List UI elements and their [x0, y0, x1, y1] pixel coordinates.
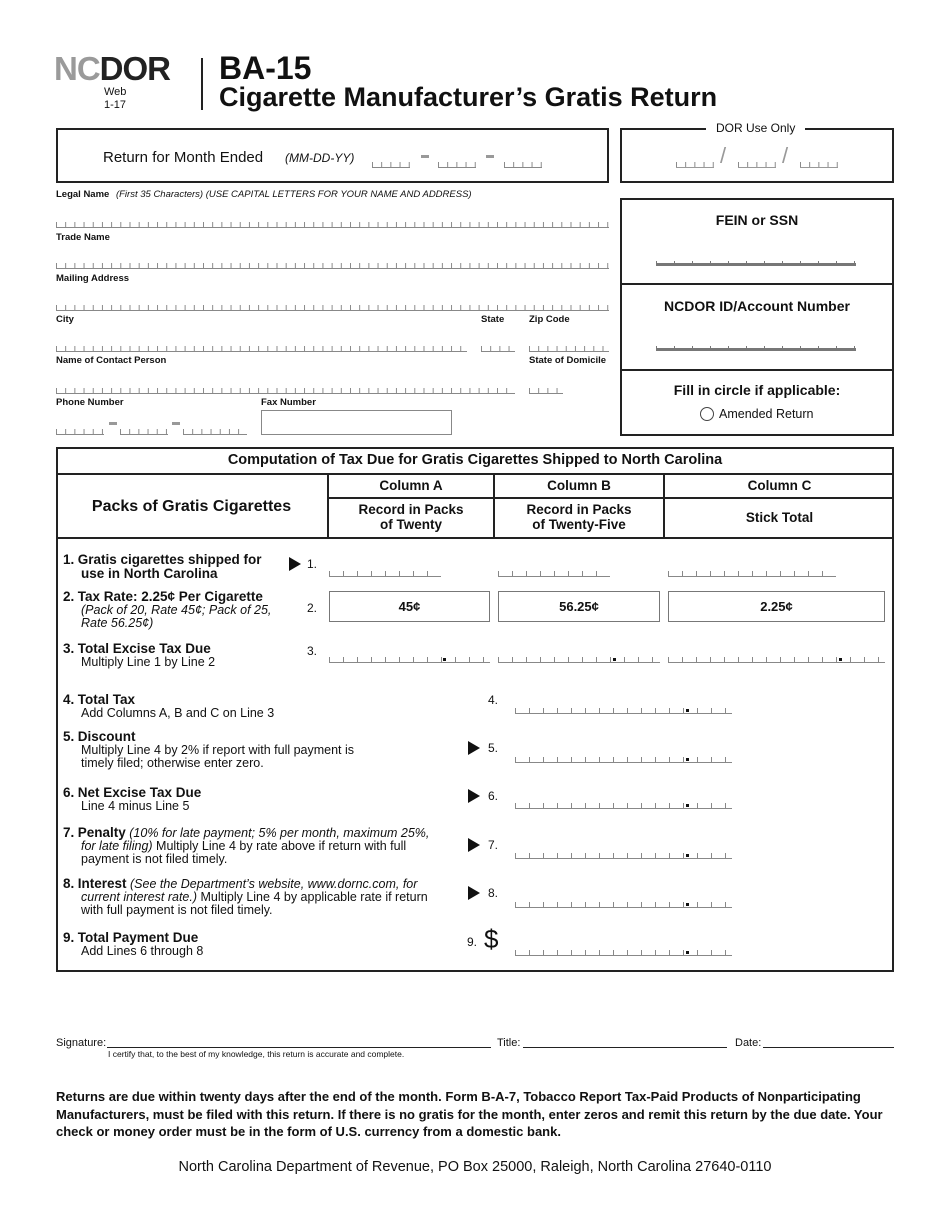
line-7-desc-3: payment is not filed timely.: [81, 852, 228, 866]
fax-label: Fax Number: [261, 397, 316, 408]
city-label: City: [56, 314, 74, 325]
line-1-col-b[interactable]: [498, 571, 610, 577]
line-9-title: Total Payment Due: [77, 930, 199, 945]
certify-text: I certify that, to the best of my knowledge, this return is accurate and complete.: [108, 1049, 405, 1059]
dor-date-3: [800, 162, 838, 168]
legal-name-label-row: [56, 189, 472, 200]
ncdor-id-box: [620, 283, 894, 371]
column-b-name: Column B: [547, 478, 611, 493]
line-3-text: [63, 642, 215, 669]
contact-field[interactable]: [56, 388, 515, 394]
line-2-text: [63, 590, 271, 630]
line-4-title: Total Tax: [77, 692, 136, 707]
line-7-arrow-icon: [468, 838, 480, 852]
line-1-ref: 1.: [307, 557, 318, 571]
line-6-num: 6.: [63, 785, 75, 800]
line-7-desc-2: Multiply Line 4 by rate above if return with full: [152, 839, 407, 853]
period-dash-1: [421, 155, 429, 158]
line-1-col-a[interactable]: [329, 571, 441, 577]
line-4-text: [63, 693, 274, 720]
line-7-ref: 7.: [488, 838, 499, 852]
line-8-decimal: [686, 903, 689, 906]
contact-label: Name of Contact Person: [56, 355, 167, 366]
line-6-title: Net Excise Tax Due: [77, 785, 202, 800]
line-2-title: Tax Rate: 2.25¢ Per Cigarette: [77, 589, 263, 604]
ncdor-id-label: NCDOR ID/Account Number: [664, 298, 850, 314]
line-3-ref: 3.: [307, 644, 318, 658]
line-9-text: [63, 931, 203, 958]
line-7-text: [63, 826, 429, 866]
line-7-title: Penalty: [77, 825, 126, 840]
period-day-field[interactable]: [438, 162, 476, 168]
line-1-col-c[interactable]: [668, 571, 836, 577]
phone-label: Phone Number: [56, 397, 124, 408]
column-b-desc-1: Record in Packs: [526, 502, 632, 517]
rate-col-a: 45¢: [329, 591, 490, 622]
line-3-col-c-decimal: [839, 658, 842, 661]
line-2-desc-2: Rate 56.25¢): [81, 616, 154, 630]
line-3-col-b[interactable]: [498, 657, 660, 663]
logo-dor: DOR: [99, 50, 171, 87]
column-b-desc-2: of Twenty-Five: [532, 517, 626, 532]
mailing-address-label: Mailing Address: [56, 273, 130, 284]
signature-line[interactable]: [107, 1047, 491, 1048]
computation-title: Computation of Tax Due for Gratis Cigarettes Shipped to North Carolina: [227, 452, 723, 468]
line-2-ref: 2.: [307, 601, 318, 615]
line-3-col-a-decimal: [443, 658, 446, 661]
line-8-amount[interactable]: [515, 902, 732, 908]
line-7-desc-2-italic: for late filing): [81, 839, 153, 853]
fax-field[interactable]: [261, 410, 452, 435]
line-8-text: [63, 877, 428, 917]
period-month-field[interactable]: [372, 162, 410, 168]
line-4-desc: Add Columns A, B and C on Line 3: [81, 706, 275, 720]
line-1-title-2: use in North Carolina: [81, 566, 218, 581]
legal-name-hint: (First 35 Characters) (USE CAPITAL LETTERS FOR YOUR NAME AND ADDRESS): [115, 189, 472, 200]
column-c-desc: Stick Total: [745, 510, 814, 525]
form-number: BA-15: [219, 50, 312, 86]
line-4-ref: 4.: [488, 693, 499, 707]
line-9-amount[interactable]: [515, 950, 732, 956]
period-year-field[interactable]: [504, 162, 542, 168]
mailing-address-field[interactable]: [56, 305, 609, 311]
line-6-amount[interactable]: [515, 803, 732, 809]
line-1-arrow-icon: [289, 557, 301, 571]
logo-nc: NC: [54, 50, 100, 87]
line-7-num: 7.: [63, 825, 75, 840]
rate-col-b: 56.25¢: [498, 591, 660, 622]
ncdor-logo: [54, 50, 170, 88]
dor-date-2: [738, 162, 776, 168]
phone-dash-2: [172, 422, 180, 425]
line-8-ref: 8.: [488, 886, 499, 900]
line-8-num: 8.: [63, 876, 75, 891]
column-a-desc: [329, 502, 493, 532]
line-1-title: Gratis cigarettes shipped for: [77, 552, 262, 567]
column-b-desc: [495, 502, 663, 532]
line-3-desc: Multiply Line 1 by Line 2: [81, 655, 216, 669]
line-5-desc-2: timely filed; otherwise enter zero.: [81, 756, 264, 770]
signature-label: Signature:: [56, 1037, 107, 1049]
line-2-desc: (Pack of 20, Rate 45¢; Pack of 25,: [81, 603, 272, 617]
packs-heading: Packs of Gratis Cigarettes: [91, 498, 292, 515]
line-2-num: 2.: [63, 589, 75, 604]
phone-area-field[interactable]: [56, 429, 104, 435]
line-8-title: Interest: [77, 876, 127, 891]
footer-address: North Carolina Department of Revenue, PO Box 25000, Raleigh, North Carolina 27640-0110: [178, 1159, 772, 1175]
form-title: Cigarette Manufacturer’s Gratis Return: [219, 82, 718, 112]
domicile-field[interactable]: [529, 388, 563, 394]
line-6-ref: 6.: [488, 789, 499, 803]
dor-slash-2: /: [782, 143, 789, 168]
legal-name-label: Legal Name: [56, 189, 110, 200]
period-dash-2: [486, 155, 494, 158]
date-line[interactable]: [763, 1047, 894, 1048]
column-a-name: Column A: [379, 478, 443, 493]
dor-date-1: [676, 162, 714, 168]
line-4-decimal: [686, 709, 689, 712]
line-5-decimal: [686, 758, 689, 761]
line-8-arrow-icon: [468, 886, 480, 900]
amended-box: [620, 369, 894, 436]
phone-prefix-field[interactable]: [120, 429, 168, 435]
line-6-desc: Line 4 minus Line 5: [81, 799, 190, 813]
dor-slash-1: /: [720, 143, 727, 168]
line-1-num: 1.: [63, 552, 75, 567]
line-8-desc-3: with full payment is not filed timely.: [81, 903, 273, 917]
phone-dash-1: [109, 422, 117, 425]
zip-field[interactable]: [529, 346, 609, 352]
period-format: (MM-DD-YY): [285, 151, 355, 165]
dor-use-box: [620, 128, 894, 183]
grid-h1: [56, 473, 894, 475]
line-5-amount[interactable]: [515, 757, 732, 763]
grid-h2: [328, 497, 894, 499]
zip-label: Zip Code: [529, 314, 570, 325]
line-3-col-b-decimal: [613, 658, 616, 661]
header-divider: [201, 58, 203, 110]
fein-label: FEIN or SSN: [715, 212, 799, 228]
fill-label: Fill in circle if applicable:: [673, 382, 841, 398]
dor-use-title: DOR Use Only: [706, 121, 805, 135]
state-field[interactable]: [481, 346, 515, 352]
line-3-num: 3.: [63, 641, 75, 656]
line-6-text: [63, 786, 201, 813]
legal-name-field[interactable]: [56, 222, 609, 228]
version-line2: 1-17: [104, 99, 127, 111]
line-9-ref: 9.: [467, 935, 478, 949]
column-a-desc-1: Record in Packs: [358, 502, 464, 517]
trade-name-label: Trade Name: [56, 232, 110, 243]
line-8-desc-2-italic: current interest rate.): [81, 890, 198, 904]
line-8-desc-2: Multiply Line 4 by applicable rate if return: [197, 890, 428, 904]
phone-line-field[interactable]: [183, 429, 247, 435]
dollar-sign: $: [484, 924, 499, 954]
line-5-desc: Multiply Line 4 by 2% if report with full payment is: [81, 743, 355, 757]
trade-name-field[interactable]: [56, 263, 609, 269]
grid-h3: [56, 537, 894, 539]
line-6-decimal: [686, 804, 689, 807]
line-3-col-c[interactable]: [668, 657, 885, 663]
line-3-col-a[interactable]: [329, 657, 490, 663]
rate-col-c: 2.25¢: [668, 591, 885, 622]
line-5-arrow-icon: [468, 741, 480, 755]
state-label: State: [481, 314, 505, 325]
line-5-text: [63, 730, 354, 770]
period-label: Return for Month Ended: [103, 149, 264, 166]
line-5-title: Discount: [77, 729, 136, 744]
line-6-arrow-icon: [468, 789, 480, 803]
fein-field[interactable]: [656, 261, 856, 266]
line-9-decimal: [686, 951, 689, 954]
line-7-desc-italic: (10% for late payment; 5% per month, maximum 25%,: [129, 826, 430, 840]
line-9-num: 9.: [63, 930, 75, 945]
version-line1: Web: [104, 86, 127, 98]
line-3-title: Total Excise Tax Due: [77, 641, 211, 656]
line-5-ref: 5.: [488, 741, 499, 755]
line-5-num: 5.: [63, 729, 75, 744]
city-field[interactable]: [56, 346, 467, 352]
amended-circle[interactable]: [700, 407, 714, 421]
ncdor-id-field[interactable]: [656, 346, 856, 351]
line-7-amount[interactable]: [515, 853, 732, 859]
title-label: Title:: [497, 1037, 521, 1049]
line-8-desc-italic: (See the Department’s website, www.dornc.com, for: [130, 877, 418, 891]
domicile-label: State of Domicile: [529, 355, 607, 366]
footer-notice: Returns are due within twenty days after the end of the month. Form B-A-7, Tobacco Report Tax-Paid Products of Nonparticipating Manufacturers, must be filed with this return. If there is no gratis for the month, enter zeros and remit this return by the due date. Your check or money order must be in the form of U.S. currency from a domestic bank.: [56, 1089, 883, 1139]
amended-label: Amended Return: [719, 407, 814, 421]
column-c-name: Column C: [747, 478, 812, 493]
line-9-desc: Add Lines 6 through 8: [81, 944, 204, 958]
date-label: Date:: [735, 1037, 762, 1049]
column-a-desc-2: of Twenty: [380, 517, 442, 532]
line-4-amount[interactable]: [515, 708, 732, 714]
title-line[interactable]: [523, 1047, 727, 1048]
line-1-text: [63, 553, 262, 581]
line-4-num: 4.: [63, 692, 75, 707]
line-7-decimal: [686, 854, 689, 857]
